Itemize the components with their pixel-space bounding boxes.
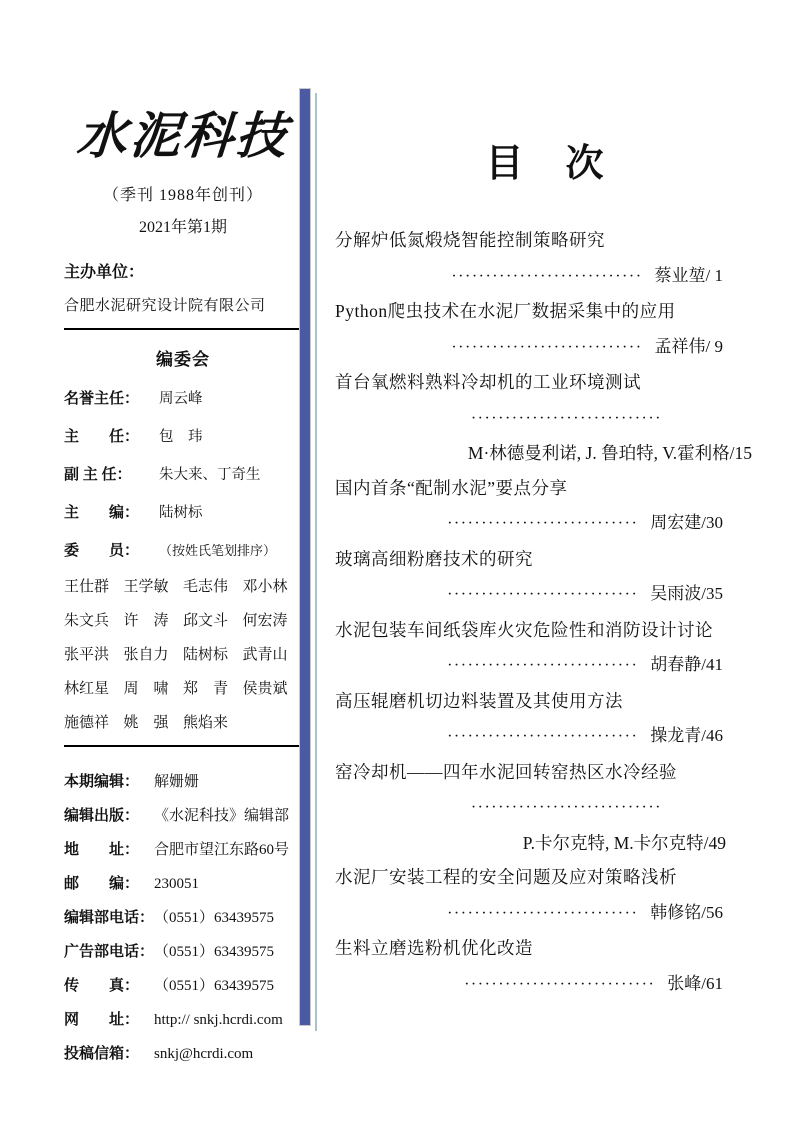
toc-leader-line: [335, 895, 756, 932]
toc-entry-authors: 张峰/61: [667, 973, 723, 993]
board-member: 周 啸: [123, 681, 169, 697]
pubinfo-row-label: 编辑出版：: [64, 808, 140, 824]
pubinfo-row-value: （0551）63439575: [154, 944, 275, 960]
toc-entry-title: 水泥厂安装工程的安全问题及应对策略浅析: [335, 867, 677, 887]
pubinfo-row-label: 传 真：: [64, 978, 140, 994]
board-row-label: 主 编：: [64, 505, 140, 521]
pubinfo-row: [64, 974, 302, 995]
toc-entry-title: 国内首条“配制水泥”要点分享: [335, 477, 568, 498]
board-row-value: 包 玮: [159, 429, 203, 445]
toc-leader-dots: ····························: [447, 586, 639, 603]
toc-entry-authors: 孟祥伟/ 9: [654, 336, 723, 356]
toc-entry-title: 首台氧燃料熟料冷却机的工业环境测试: [335, 372, 641, 392]
board-row-label: 名誉主任：: [64, 391, 140, 407]
board-member: 林红星: [64, 681, 110, 697]
journal-issue: 2021年第1期: [138, 219, 227, 236]
toc-entry: [335, 931, 756, 1002]
toc-leader-line: [335, 966, 756, 1003]
horizontal-rule-bottom: [64, 745, 302, 747]
board-member: 王仕群: [64, 579, 110, 595]
toc-leader-line: [335, 789, 756, 826]
board-member: 武青山: [242, 647, 288, 663]
pubinfo-row: [64, 1042, 302, 1063]
toc-entry-title: 窑冷却机——四年水泥回转窑热区水冷经验: [335, 761, 677, 782]
pubinfo-row: [64, 872, 302, 893]
toc-entry-authors: P.卡尔克特, M.卡尔克特/49: [522, 832, 726, 853]
horizontal-rule-top: [64, 328, 302, 330]
board-row-label: 主 任：: [64, 429, 140, 445]
pubinfo-row-value: 解姗姗: [154, 774, 200, 790]
editorial-board: [64, 345, 302, 732]
board-row-value: 朱大来、丁奇生: [159, 467, 261, 483]
toc-entry-title: 高压辊磨机切边料装置及其使用方法: [335, 690, 623, 711]
toc-entry-authors: M·林德曼利诺, J. 鲁珀特, V.霍利格/15: [467, 443, 752, 463]
board-row-label: 副 主 任：: [64, 467, 132, 483]
toc-entry-authors: 胡春静/41: [650, 655, 723, 674]
board-rows: [64, 387, 302, 560]
pubinfo-row: [64, 940, 302, 961]
pubinfo-row-label: 邮 编：: [64, 876, 140, 892]
toc-entry: [335, 860, 756, 931]
vertical-divider-bar: [299, 88, 311, 1026]
toc-leader-line: [335, 576, 756, 613]
pubinfo-row-label: 本期编辑：: [64, 774, 140, 790]
toc-entry: [335, 542, 756, 613]
toc-leader-dots: ····························: [447, 515, 639, 532]
board-member: 邱文斗: [183, 613, 229, 629]
pubinfo-row: [64, 838, 302, 859]
toc-entry: [335, 365, 756, 471]
toc-entry: [335, 684, 756, 755]
board-member: 陆树标: [183, 647, 229, 663]
board-member: 何宏涛: [242, 613, 288, 629]
pubinfo-row-label: 编辑部电话：: [64, 910, 155, 926]
toc-entry-title: Python爬虫技术在水泥厂数据采集中的应用: [335, 301, 676, 321]
pubinfo-row: [64, 1008, 302, 1029]
toc-leader-line: [335, 647, 756, 684]
board-member: 张平洪: [64, 647, 110, 663]
pubinfo-row-label: 广告部电话：: [64, 944, 155, 960]
toc-entry-title: 水泥包装车间纸袋库火灾危险性和消防设计讨论: [335, 619, 713, 640]
organizer-block: [64, 259, 302, 315]
toc-leader-dots: ····························: [470, 409, 662, 427]
toc-leader-dots: ····························: [470, 799, 662, 816]
toc-leader-line: [335, 718, 756, 755]
pubinfo-row: [64, 770, 302, 791]
board-member: 姚 强: [123, 715, 169, 731]
toc-entry-title: 生料立磨选粉机优化改造: [335, 938, 533, 958]
pubinfo-row-value: 《水泥科技》编辑部: [154, 808, 290, 824]
editorial-board-heading: 编委会: [156, 350, 210, 369]
toc-entry-authors: 蔡业堃/ 1: [654, 265, 723, 285]
toc-entry: [335, 471, 756, 542]
board-member: 许 涛: [123, 613, 169, 629]
board-row: [64, 539, 302, 560]
toc-entry: [335, 294, 756, 365]
left-column: [64, 106, 302, 1076]
pubinfo-row: [64, 906, 302, 927]
toc-entry-title: 分解炉低氮煅烧智能控制策略研究: [335, 230, 605, 250]
pubinfo-row-value: （0551）63439575: [154, 910, 275, 926]
pubinfo-row-value: 230051: [154, 876, 199, 892]
pubinfo-row-value: snkj@hcrdi.com: [154, 1046, 254, 1062]
board-row-value: 陆树标: [159, 505, 203, 521]
toc-entry-authors: 周宏建/30: [650, 513, 723, 532]
organizer-label: 主办单位：: [64, 264, 145, 281]
toc-leader-line: [335, 400, 756, 437]
board-member: 施德祥: [64, 715, 110, 731]
toc-entry-authors: 操龙青/46: [650, 726, 723, 745]
toc-leader-line: [335, 258, 756, 295]
board-member: 朱文兵: [64, 613, 110, 629]
table-of-contents: [335, 132, 756, 1002]
toc-entry: [335, 613, 756, 684]
toc-entry: [335, 223, 756, 294]
pubinfo-row-value: 合肥市望江东路60号: [154, 842, 290, 858]
pubinfo-row-label: 网 址：: [64, 1012, 140, 1028]
pubinfo-row-value: （0551）63439575: [154, 978, 275, 994]
toc-leader-dots: ····························: [447, 657, 639, 674]
publication-info: [64, 770, 302, 1063]
board-member: 熊焰来: [183, 715, 229, 731]
toc-leader-dots: ····························: [447, 728, 639, 745]
board-member: 侯贵斌: [242, 681, 288, 697]
toc-entry: [335, 755, 756, 861]
board-member: 张自力: [123, 647, 169, 663]
board-row-value: （按姓氏笔划排序）: [159, 543, 277, 558]
pubinfo-row: [64, 804, 302, 825]
board-row-value: 周云峰: [159, 391, 203, 407]
board-member: 郑 青: [183, 681, 229, 697]
vertical-divider-line: [315, 93, 317, 1031]
board-member: 毛志伟: [183, 579, 229, 595]
toc-entry-authors: 吴雨波/35: [650, 584, 723, 603]
pubinfo-row-value: http:// snkj.hcrdi.com: [154, 1012, 283, 1028]
board-row: [64, 463, 302, 484]
toc-entry-title: 玻璃高细粉磨技术的研究: [335, 548, 533, 569]
board-members: [64, 575, 302, 732]
toc-entry-authors: 韩修铭/56: [650, 902, 723, 922]
journal-subtitle: （季刊 1988年创刊）: [102, 187, 263, 204]
toc-leader-line: [335, 329, 756, 366]
toc-heading: 目 次: [485, 143, 606, 185]
toc-entries: [335, 223, 756, 1002]
pubinfo-row-label: 地 址：: [64, 842, 140, 858]
toc-leader-dots: ····························: [464, 975, 656, 993]
board-row: [64, 501, 302, 522]
toc-leader-dots: ····························: [451, 338, 643, 356]
toc-leader-dots: ····························: [451, 267, 643, 285]
board-row: [64, 425, 302, 446]
board-member: 王学敏: [123, 579, 169, 595]
board-member: 邓小林: [242, 579, 288, 595]
board-row: [64, 387, 302, 408]
journal-title: 水泥科技: [75, 108, 291, 164]
board-row-label: 委 员：: [64, 543, 140, 559]
toc-leader-line: [335, 505, 756, 542]
toc-leader-dots: ····························: [447, 904, 639, 922]
organizer-name: 合肥水泥研究设计院有限公司: [64, 298, 266, 314]
pubinfo-row-label: 投稿信箱：: [64, 1046, 140, 1062]
